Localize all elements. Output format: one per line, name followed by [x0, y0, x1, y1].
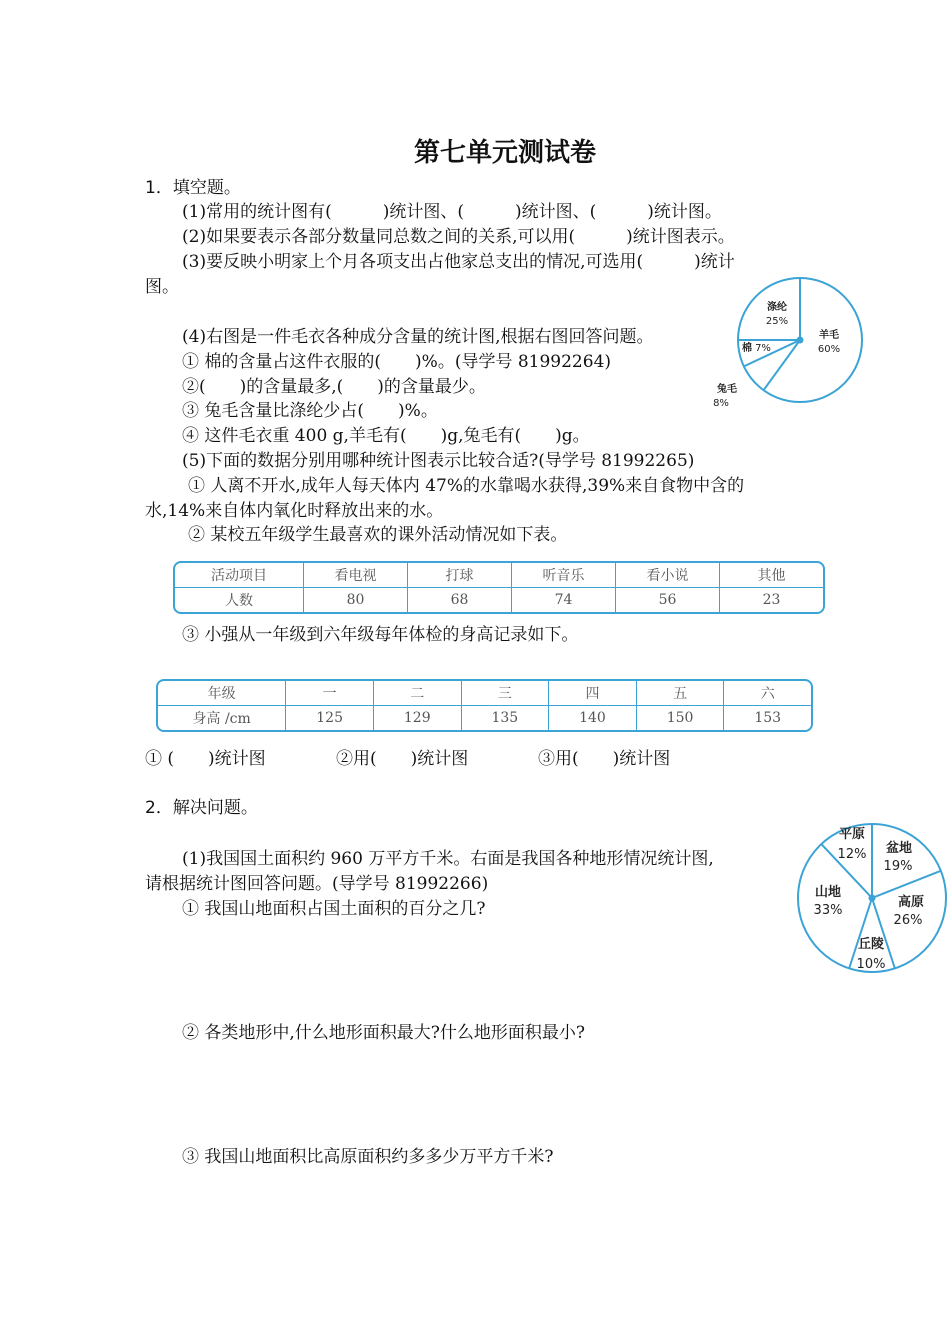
- question-1-5-b: ② 某校五年级学生最喜欢的课外活动情况如下表。: [188, 525, 568, 545]
- pie-slice-value: 7%: [755, 343, 771, 354]
- answer-line-c: ③用( )统计图: [538, 749, 671, 769]
- pie-slice-value: 12%: [837, 847, 867, 862]
- pie-slice-label: 盆地: [885, 841, 913, 856]
- pie-slice-value: 25%: [765, 316, 789, 327]
- table-cell: 打球: [408, 563, 512, 588]
- pie-slice-label: 山地: [814, 885, 842, 900]
- table-cell: 135: [462, 706, 550, 730]
- question-1-4-c: ③ 兔毛含量比涤纶少占( )%。: [182, 401, 438, 421]
- table-cell: 身高 /cm: [158, 706, 286, 730]
- table-cell: 125: [286, 706, 374, 730]
- table-cell: 听音乐: [512, 563, 616, 588]
- pie-slice-value: 19%: [883, 859, 913, 874]
- pie-center: [798, 338, 803, 343]
- question-1-3-line2: 图。: [145, 277, 179, 297]
- table-row: [158, 681, 811, 706]
- pie-slice-label: 丘陵: [857, 937, 885, 952]
- height-table: [156, 679, 813, 732]
- table-cell: 五: [637, 681, 725, 706]
- table-cell: 150: [637, 706, 725, 730]
- pie-slice-label: 羊毛: [819, 330, 839, 341]
- pie-slice-label: 兔毛: [717, 384, 737, 395]
- pie-slice-boundary: [872, 871, 941, 898]
- table-cell: 四: [549, 681, 637, 706]
- answer-line-a: ① ( )统计图: [145, 749, 266, 769]
- table-row: [175, 563, 823, 588]
- question-1-5-c: ③ 小强从一年级到六年级每年体检的身高记录如下。: [182, 625, 579, 645]
- pie-slice-value: 33%: [813, 903, 843, 918]
- pie-center: [870, 896, 875, 901]
- section2-heading: 2．解决问题。: [145, 798, 258, 818]
- table-cell: 看电视: [304, 563, 408, 588]
- table-row: [175, 588, 823, 612]
- table-cell: 其他: [720, 563, 823, 588]
- table-cell: 23: [762, 592, 781, 608]
- question-2-1-a: ① 我国山地面积占国土面积的百分之几?: [182, 899, 486, 919]
- pie-slice-value: 8%: [713, 398, 729, 409]
- question-2-1-b: ② 各类地形中,什么地形面积最大?什么地形面积最小?: [182, 1023, 586, 1043]
- pie-slice-label: 平原: [838, 827, 866, 842]
- question-1-5-a-line2: 水,14%来自体内氧化时释放出来的水。: [145, 501, 444, 521]
- question-2-1-line1: (1)我国国土面积约 960 万平方千米。右面是我国各种地形情况统计图,: [182, 849, 714, 869]
- pie-slice-label: 高原: [897, 895, 925, 910]
- question-1-2: (2)如果要表示各部分数量同总数之间的关系,可以用( )统计图表示。: [182, 227, 735, 247]
- question-1-4-intro: (4)右图是一件毛衣各种成分含量的统计图,根据右图回答问题。: [182, 327, 654, 347]
- question-1-5-a-line1: ① 人离不开水,成年人每天体内 47%的水靠喝水获得,39%来自食物中含的: [188, 476, 745, 496]
- sweater-pie-chart: [705, 268, 870, 418]
- table-cell: 六: [724, 681, 811, 706]
- terrain-pie-chart: [795, 818, 950, 978]
- table-cell: 人数: [175, 588, 304, 612]
- pie-slice-value: 10%: [856, 957, 886, 972]
- table-cell: 二: [374, 681, 462, 706]
- question-2-1-line2: 请根据统计图回答问题。(导学号 81992266): [145, 874, 489, 894]
- table-cell: 年级: [158, 681, 286, 706]
- question-1-1: (1)常用的统计图有( )统计图、( )统计图、( )统计图。: [182, 202, 722, 222]
- table-row: [158, 706, 811, 730]
- pie-slice-value: 60%: [817, 344, 841, 355]
- pie-slice-label: 涤纶: [767, 302, 787, 313]
- question-1-4-b: ②( )的含量最多,( )的含量最少。: [182, 377, 486, 397]
- answer-line-b: ②用( )统计图: [336, 749, 469, 769]
- table-cell: 三: [462, 681, 550, 706]
- table-cell: 74: [512, 588, 616, 612]
- question-2-1-c: ③ 我国山地面积比高原面积约多多少万平方千米?: [182, 1147, 554, 1167]
- table-cell: 活动项目: [175, 563, 304, 588]
- question-1-3-line1: (3)要反映小明家上个月各项支出占他家总支出的情况,可选用( )统计: [182, 252, 735, 272]
- activity-table: [173, 561, 825, 614]
- table-cell: 129: [374, 706, 462, 730]
- table-cell: 56: [616, 588, 720, 612]
- table-cell: 153: [754, 710, 782, 726]
- pie-slice-value: 26%: [893, 913, 923, 928]
- pie-slice-label: 棉: [742, 343, 752, 354]
- table-cell: 一: [286, 681, 374, 706]
- table-cell: 68: [408, 588, 512, 612]
- page-title: 第七单元测试卷: [413, 138, 596, 168]
- table-cell: 80: [304, 588, 408, 612]
- question-1-4-d: ④ 这件毛衣重 400 g,羊毛有( )g,兔毛有( )g。: [182, 426, 590, 446]
- table-cell: 140: [549, 706, 637, 730]
- question-1-5-intro: (5)下面的数据分别用哪种统计图表示比较合适?(导学号 81992265): [182, 451, 695, 471]
- table-cell: 看小说: [616, 563, 720, 588]
- question-1-4-a: ① 棉的含量占这件衣服的( )%。(导学号 81992264): [182, 352, 612, 372]
- section1-heading: 1．填空题。: [145, 178, 241, 198]
